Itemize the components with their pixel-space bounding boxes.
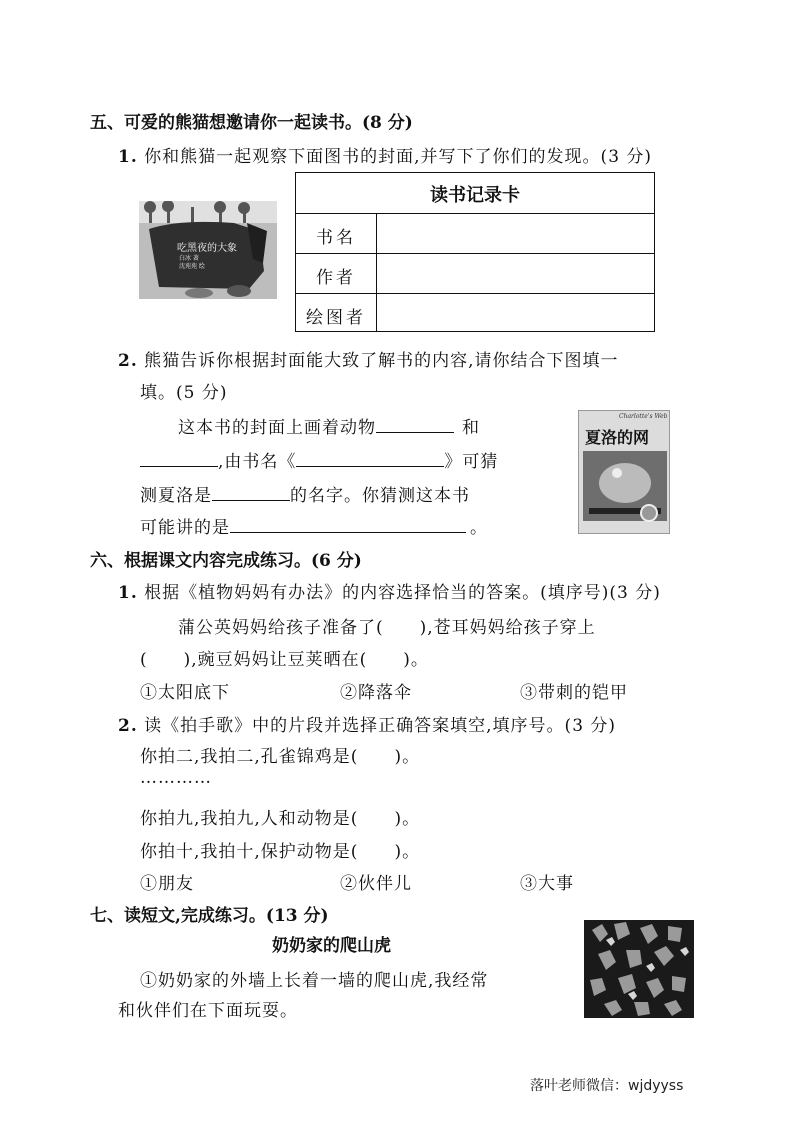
book-cover-elephant xyxy=(139,201,277,299)
s5-q2-text: 熊猫告诉你根据封面能大致了解书的内容,请你结合下图填一 xyxy=(144,351,619,371)
s6-q1-text: 根据《植物妈妈有办法》的内容选择恰当的答案。(填序号)(3 分) xyxy=(144,583,661,603)
s6-q2-option-2: ②伙伴儿 xyxy=(340,874,412,894)
footer-contact: 落叶老师微信：wjdyyss xyxy=(530,1078,684,1094)
fill-text: 和 xyxy=(462,418,480,438)
answer-blank[interactable] xyxy=(212,484,290,501)
card-label-book-name: 书名 xyxy=(316,228,356,248)
clap-line-2: 你拍九,我拍九,人和动物是( )。 xyxy=(140,809,421,829)
answer-blank[interactable] xyxy=(140,450,218,467)
fill-line-1 xyxy=(178,413,480,438)
card-row-divider xyxy=(296,253,654,254)
book-cover-elephant-author: 白冰 著 xyxy=(179,255,199,262)
s6-q2-option-1: ①朋友 xyxy=(140,874,194,894)
s6-q2-text: 读《拍手歌》中的片段并选择正确答案填空,填序号。(3 分) xyxy=(144,716,617,736)
passage-title: 奶奶家的爬山虎 xyxy=(272,936,391,956)
card-row-divider xyxy=(296,213,654,214)
s6-sentence-1: 蒲公英妈妈给孩子准备了( ),苍耳妈妈给孩子穿上 xyxy=(178,618,596,638)
fill-text: 。 xyxy=(470,518,488,538)
fill-text: 》可猜 xyxy=(444,452,499,472)
card-label-author: 作者 xyxy=(316,268,356,288)
clap-line-1: 你拍二,我拍二,孔雀锦鸡是( )。 xyxy=(140,747,421,767)
section-7-heading: 七、读短文,完成练习。(13 分) xyxy=(90,906,329,926)
s5-q1-text: 你和熊猫一起观察下面图书的封面,并写下了你们的发现。(3 分) xyxy=(144,147,653,167)
clap-line-3: 你拍十,我拍十,保护动物是( )。 xyxy=(140,842,421,862)
card-column-divider xyxy=(376,213,377,331)
s6-option-3: ③带刺的铠甲 xyxy=(520,683,628,703)
fill-text: ,由书名《 xyxy=(218,452,297,472)
s6-option-2: ②降落伞 xyxy=(340,683,412,703)
book-cover-charlotte-title: 夏洛的网 xyxy=(585,428,650,447)
s5-q1-number: 1. xyxy=(118,147,138,167)
s6-sentence-2: ( ),豌豆妈妈让豆荚晒在( )。 xyxy=(140,650,429,670)
passage-paragraph-line-1: ①奶奶家的外墙上长着一墙的爬山虎,我经常 xyxy=(140,971,489,991)
book-cover-elephant-title: 吃黑夜的大象 xyxy=(177,243,237,254)
s5-q2-number: 2. xyxy=(118,351,138,371)
book-cover-charlotte-subtitle: Charlotte's Web xyxy=(619,413,668,420)
answer-blank[interactable] xyxy=(296,450,444,467)
book-cover-charlotte xyxy=(578,410,670,534)
fill-text: 可能讲的是 xyxy=(140,518,230,538)
passage-paragraph-line-2: 和伙伴们在下面玩耍。 xyxy=(118,1001,298,1021)
card-row-divider xyxy=(296,293,654,294)
s5-q1 xyxy=(118,142,652,167)
ivy-photo xyxy=(584,920,694,1018)
s6-option-1: ①太阳底下 xyxy=(140,683,230,703)
section-5-heading: 五、可爱的熊猫想邀请你一起读书。(8 分) xyxy=(90,113,413,133)
fill-text: 测夏洛是 xyxy=(140,486,212,506)
s6-q2-option-3: ③大事 xyxy=(520,874,574,894)
s5-q2-line2: 填。(5 分) xyxy=(140,383,228,403)
fill-line-2 xyxy=(140,447,498,472)
section-6-heading: 六、根据课文内容完成练习。(6 分) xyxy=(90,551,362,571)
s6-q1-number: 1. xyxy=(118,583,138,603)
answer-blank[interactable] xyxy=(376,416,454,433)
reading-record-card xyxy=(295,172,655,332)
s6-q1 xyxy=(118,578,661,603)
s6-q2 xyxy=(118,711,616,736)
fill-text: 的名字。你猜测这本书 xyxy=(290,486,470,506)
answer-blank[interactable] xyxy=(230,516,466,533)
ivy-photo-art xyxy=(584,920,694,1018)
fill-line-4 xyxy=(140,513,488,538)
book-cover-elephant-illustrator: 沈苑苑 绘 xyxy=(179,263,205,270)
s5-q2-line1 xyxy=(118,346,619,371)
card-title: 读书记录卡 xyxy=(430,185,520,206)
fill-text: 这本书的封面上画着动物 xyxy=(178,418,376,438)
fill-line-3 xyxy=(140,481,470,506)
s6-q2-number: 2. xyxy=(118,716,138,736)
clap-ellipsis: ………… xyxy=(140,768,212,788)
card-label-illustrator: 绘图者 xyxy=(306,308,366,328)
